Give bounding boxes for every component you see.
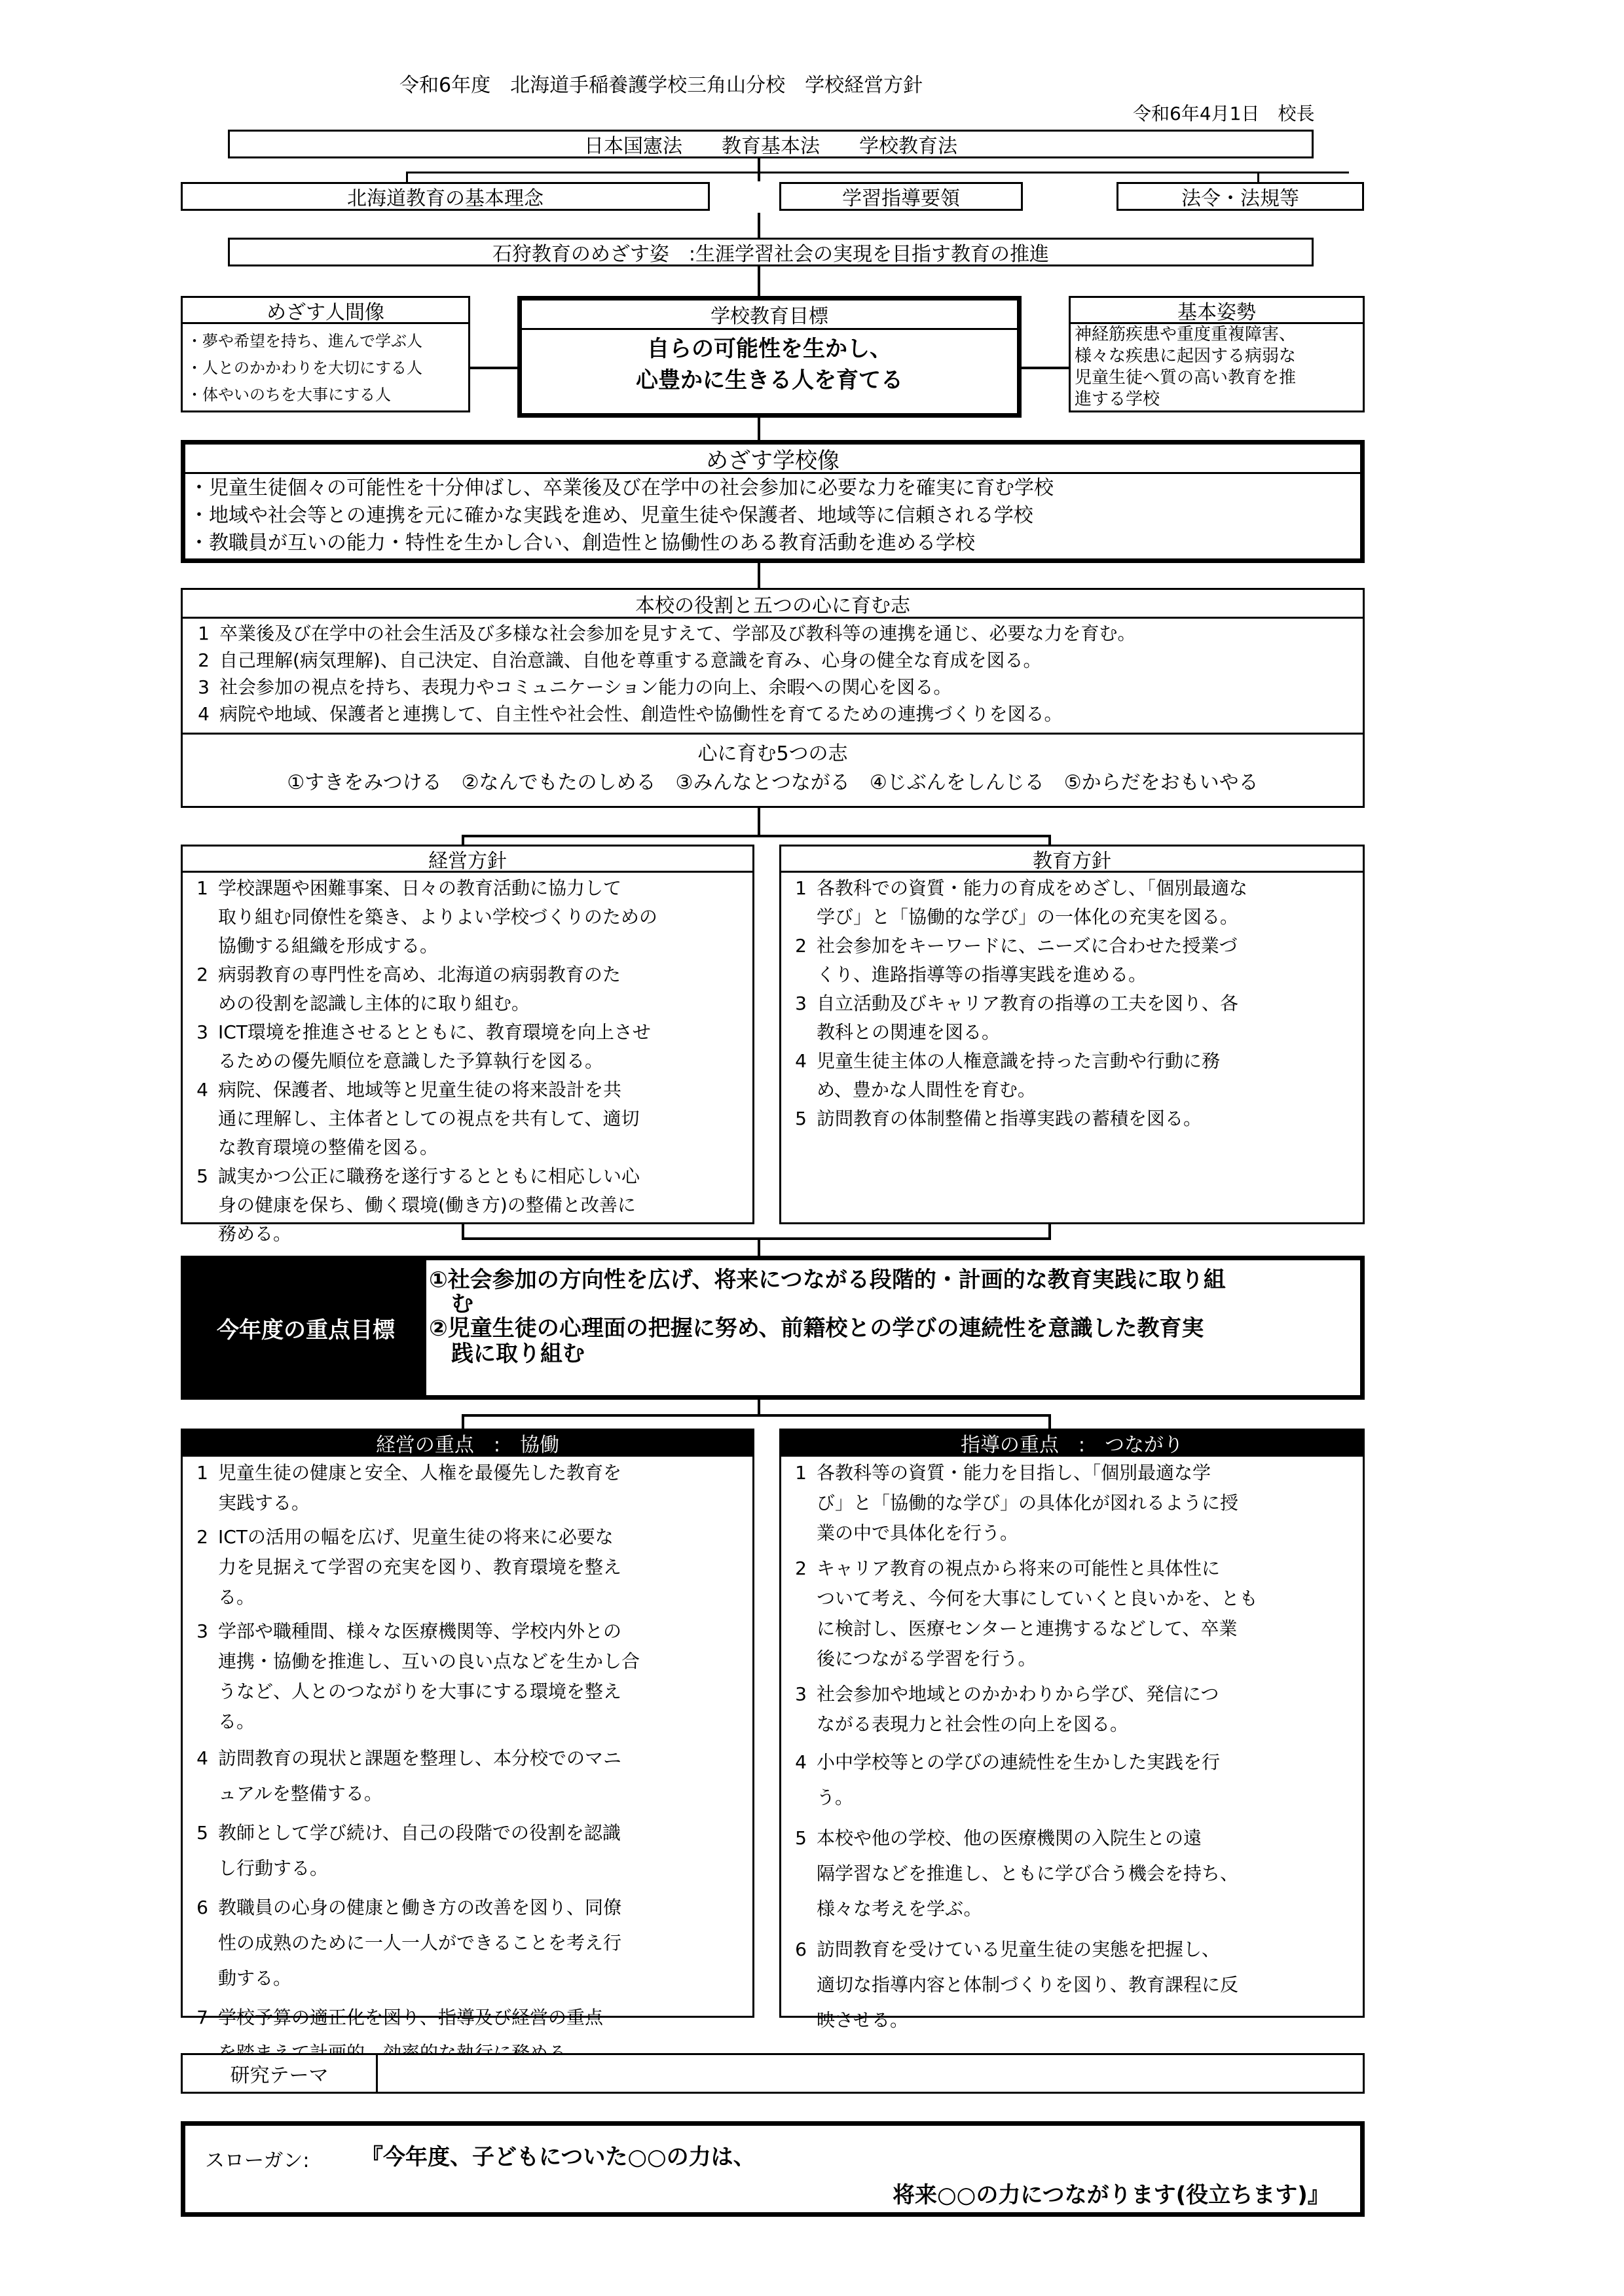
curriculum-guideline-box xyxy=(779,182,1023,211)
management-policy-item xyxy=(187,1162,748,1248)
education-policy-item xyxy=(785,1104,1359,1133)
hokkaido-principle-text: 北海道教育の基本理念 xyxy=(347,187,544,210)
ideal-person-list xyxy=(187,328,422,409)
item-line: 本校や他の学校、他の医療機関の入院生との遠 xyxy=(817,1827,1202,1849)
teaching-focus-item xyxy=(785,1554,1359,1674)
item-line: 教科との関連を図る。 xyxy=(817,1021,1001,1043)
slogan-box xyxy=(181,2121,1365,2217)
item-line: 訪問教育の現状と課題を整理し、本分校でのマニ xyxy=(218,1747,622,1769)
connector-line xyxy=(462,1414,1051,1417)
connector-line xyxy=(406,172,1349,173)
item-number: 1 xyxy=(196,877,208,899)
document-title: 令和6年度 北海道手稲養護学校三角山分校 学校経営方針 xyxy=(399,74,923,97)
research-theme-box xyxy=(181,2053,1365,2094)
item-line: ながる表現力と社会性の向上を図る。 xyxy=(817,1713,1129,1735)
item-line: 病弱教育の専門性を高め、北海道の病弱教育のた xyxy=(218,964,621,985)
item-line: 務める。 xyxy=(218,1223,292,1245)
item-line: キャリア教育の視点から将来の可能性と具体性に xyxy=(817,1558,1221,1579)
item-line: め、豊かな人間性を育む。 xyxy=(817,1079,1036,1101)
item-number: 5 xyxy=(795,1108,807,1129)
role-item xyxy=(188,674,1357,701)
curriculum-guideline-text: 学習指導要領 xyxy=(842,187,960,210)
item-number: 5 xyxy=(196,1165,208,1187)
role-title: 本校の役割と五つの心に育む志 xyxy=(183,590,1363,619)
school-goal-line: 自らの可能性を生かし、 xyxy=(647,336,892,362)
item-line: 協働する組織を形成する。 xyxy=(218,935,439,957)
school-goal-box xyxy=(517,296,1022,418)
item-line: 力を見据えて学習の充実を図り、教育環境を整え xyxy=(218,1556,622,1578)
connector-line xyxy=(758,266,760,296)
item-line: 身の健康を保ち、働く環境(働き方)の整備と改善に xyxy=(218,1194,636,1216)
school-goal-line: 心豊かに生きる人を育てる xyxy=(636,367,903,393)
ideal-person-title: めざす人間像 xyxy=(183,298,468,324)
item-line: くり、進路指導等の指導実践を進める。 xyxy=(817,964,1147,985)
ideal-person-box xyxy=(181,296,470,412)
item-number: 6 xyxy=(795,1939,807,1960)
item-line: 隔学習などを推進し、ともに学び合う機会を持ち、 xyxy=(817,1863,1239,1884)
teaching-focus-item xyxy=(785,1679,1359,1740)
management-policy-item xyxy=(187,960,748,1018)
item-line: 誠実かつ公正に職務を遂行するとともに相応しい心 xyxy=(218,1165,640,1187)
role-item-text: 卒業後及び在学中の社会生活及び多様な社会参加を見すえて、学部及び教科等の連携を通じ、必要な力を育む。 xyxy=(219,623,1136,644)
basic-stance-title: 基本姿勢 xyxy=(1071,298,1363,324)
basic-stance-text xyxy=(1075,324,1296,410)
item-line: 取り組む同僚性を築き、よりよい学校づくりのための xyxy=(218,906,657,928)
item-number: 7 xyxy=(196,2007,208,2028)
management-policy-item xyxy=(187,1076,748,1162)
education-policy-box xyxy=(779,845,1365,1224)
ishikari-education-text: 石狩教育のめざす姿 :生涯学習社会の実現を目指す教育の推進 xyxy=(492,243,1050,266)
connector-line xyxy=(462,835,1051,837)
connector-line xyxy=(758,807,760,837)
management-policy-title: 経営方針 xyxy=(183,847,752,873)
item-number: 4 xyxy=(196,1747,208,1769)
item-number: 3 xyxy=(196,1620,208,1642)
role-item-number: 1 xyxy=(198,623,210,644)
focus-goals-text xyxy=(429,1266,1226,1365)
item-line: 業の中で具体化を行う。 xyxy=(817,1522,1019,1544)
constitution-laws-box xyxy=(228,130,1314,158)
role-item xyxy=(188,701,1357,727)
school-image-box xyxy=(181,440,1365,563)
connector-line xyxy=(758,1399,760,1415)
item-line: 実践する。 xyxy=(218,1492,310,1514)
slogan-label: スローガン: xyxy=(205,2149,310,2172)
ishikari-education-box xyxy=(228,238,1314,266)
item-line: 後につながる学習を行う。 xyxy=(817,1648,1037,1669)
school-image-item: ・教職員が互いの能力・特性を生かし合い、創造性と協働性のある教育活動を進める学校 xyxy=(189,532,975,555)
item-number: 2 xyxy=(795,1558,807,1579)
item-line: 動する。 xyxy=(218,1967,292,1989)
item-line: 性の成熟のために一人一人ができることを考え行 xyxy=(218,1932,622,1954)
item-line: 教師として学び続け、自己の段階での役割を認識 xyxy=(218,1822,621,1844)
school-image-list xyxy=(189,475,1054,557)
basic-stance-box xyxy=(1069,296,1365,412)
management-focus-item xyxy=(187,1741,748,1812)
slogan-line: 将来○○の力につながります(役立ちます)』 xyxy=(893,2182,1330,2208)
item-line: し行動する。 xyxy=(218,1857,329,1879)
item-number: 3 xyxy=(795,993,807,1014)
laws-regulations-box xyxy=(1116,182,1364,211)
item-number: 5 xyxy=(795,1827,807,1849)
role-item-number: 4 xyxy=(198,703,210,725)
item-line: 連携・協働を推進し、互いの良い点などを生かし合 xyxy=(218,1650,640,1672)
item-line: び」と「協働的な学び」の具体化が図れるように授 xyxy=(817,1492,1239,1514)
item-line: ICTの活用の幅を広げ、児童生徒の将来に必要な xyxy=(218,1526,614,1548)
connector-line xyxy=(470,367,517,369)
item-line: う。 xyxy=(817,1787,854,1808)
school-goal-title: 学校教育目標 xyxy=(522,301,1017,330)
management-focus-item xyxy=(187,1522,748,1613)
item-number: 4 xyxy=(196,1079,208,1101)
item-line: に検討し、医療センターと連携するなどして、卒業 xyxy=(817,1618,1238,1639)
role-item-text: 病院や地域、保護者と連携して、自主性や社会性、創造性や協働性を育てるための連携づくりを図る。 xyxy=(219,703,1063,725)
education-policy-item xyxy=(785,932,1359,989)
school-image-item: ・児童生徒個々の可能性を十分伸ばし、卒業後及び在学中の社会参加に必要な力を確実に育む学校 xyxy=(189,477,1054,500)
role-item-text: 社会参加の視点を持ち、表現力やコミュニケーション能力の向上、余暇への関心を図る。 xyxy=(219,676,952,698)
focus-goal-line: 践に取り組む xyxy=(429,1341,585,1367)
item-number: 5 xyxy=(196,1822,208,1844)
item-line: 社会参加をキーワードに、ニーズに合わせた授業づ xyxy=(817,935,1238,957)
focus-goal-line: ②児童生徒の心理面の把握に努め、前籍校との学びの連続性を意識した教育実 xyxy=(429,1315,1204,1341)
item-line: 児童生徒主体の人権意識を持った言動や行動に務 xyxy=(817,1050,1221,1072)
item-line: 児童生徒の健康と安全、人権を最優先した教育を xyxy=(218,1462,622,1484)
kokoro-title: 心に育む5つの志 xyxy=(697,742,848,765)
item-line: 学び」と「協働的な学び」の一体化の充実を図る。 xyxy=(817,906,1239,928)
item-number: 2 xyxy=(196,1526,208,1548)
connector-line xyxy=(758,417,760,441)
teaching-focus-item xyxy=(785,1932,1359,2038)
teaching-focus-item xyxy=(785,1458,1359,1548)
item-line: な教育環境の整備を図る。 xyxy=(218,1137,439,1158)
management-focus-title: 経営の重点 : 協働 xyxy=(183,1430,752,1457)
kokoro-items: ①すきをみつける ②なんでもたのしめる ③みんなとつながる ④じぶんをしんじる ⑤からだをおもいやる xyxy=(287,771,1259,794)
research-theme-label: 研究テーマ xyxy=(183,2055,378,2092)
education-policy-title: 教育方針 xyxy=(781,847,1363,873)
item-line: 学校予算の適正化を図り、指導及び経営の重点 xyxy=(218,2007,604,2028)
item-line: 小中学校等との学びの連続性を生かした実践を行 xyxy=(817,1751,1221,1773)
education-policy-item xyxy=(785,874,1359,932)
school-image-title: めざす学校像 xyxy=(185,445,1360,474)
management-focus-item xyxy=(187,1815,748,1886)
constitution-laws-text: 日本国憲法 教育基本法 学校教育法 xyxy=(584,135,957,158)
kokoro-divider xyxy=(183,733,1363,735)
role-item-number: 2 xyxy=(198,649,210,671)
education-policy-list xyxy=(785,874,1359,1133)
item-number: 2 xyxy=(795,935,807,957)
connector-line xyxy=(758,157,760,181)
connector-line xyxy=(758,562,760,589)
focus-goals-box xyxy=(181,1256,1365,1400)
management-focus-item xyxy=(187,1616,748,1737)
education-policy-item xyxy=(785,989,1359,1047)
item-line: 映させる。 xyxy=(817,2009,909,2031)
management-focus-box xyxy=(181,1429,754,2028)
management-policy-item xyxy=(187,874,748,960)
teaching-focus-list xyxy=(785,1458,1359,2038)
document-date: 令和6年4月1日 校長 xyxy=(1133,103,1315,124)
focus-goal-line: む xyxy=(429,1291,473,1317)
laws-regulations-text: 法令・法規等 xyxy=(1181,187,1299,210)
item-line: るための優先順位を意識した予算執行を図る。 xyxy=(218,1050,604,1072)
teaching-focus-title: 指導の重点 : つながり xyxy=(781,1430,1363,1457)
teaching-focus-item xyxy=(785,1745,1359,1815)
ideal-person-item: ・人とのかかわりを大切にする人 xyxy=(187,359,422,377)
item-number: 1 xyxy=(795,877,807,899)
teaching-focus-item xyxy=(785,1821,1359,1927)
item-line: ICT環境を推進させるとともに、教育環境を向上させ xyxy=(218,1021,651,1043)
ideal-person-item: ・夢や希望を持ち、進んで学ぶ人 xyxy=(187,332,422,350)
management-policy-box xyxy=(181,845,754,1245)
focus-goals-label: 今年度の重点目標 xyxy=(185,1260,426,1395)
role-item-number: 3 xyxy=(198,676,210,698)
item-line: うなど、人とのつながりを大事にする環境を整え xyxy=(218,1681,622,1702)
item-line: ュアルを整備する。 xyxy=(218,1783,382,1804)
item-line: ついて考え、今何を大事にしていくと良いかを、とも xyxy=(817,1588,1258,1609)
item-number: 6 xyxy=(196,1897,208,1918)
item-line: 訪問教育を受けている児童生徒の実態を把握し、 xyxy=(817,1939,1221,1960)
basic-stance-line: 様々な疾患に起因する病弱な xyxy=(1075,346,1297,366)
ideal-person-item: ・体やいのちを大事にする人 xyxy=(187,386,391,404)
role-box xyxy=(181,588,1365,808)
item-line: 各教科等の資質・能力を目指し、「個別最適な学 xyxy=(817,1462,1211,1484)
item-number: 2 xyxy=(196,964,208,985)
item-number: 1 xyxy=(196,1462,208,1484)
item-line: 各教科での資質・能力の育成をめざし、「個別最適な xyxy=(817,877,1248,899)
education-policy-item xyxy=(785,1047,1359,1104)
connector-line xyxy=(758,1237,760,1257)
item-line: 通に理解し、主体者としての視点を共有して、適切 xyxy=(218,1108,640,1129)
item-line: る。 xyxy=(218,1711,255,1732)
basic-stance-line: 児童生徒へ質の高い教育を推 xyxy=(1075,368,1297,388)
connector-line xyxy=(1022,367,1069,369)
item-number: 4 xyxy=(795,1050,807,1072)
school-goal-text xyxy=(522,333,1017,396)
management-focus-item xyxy=(187,1890,748,1996)
teaching-focus-box xyxy=(779,1429,1365,2031)
school-image-item: ・地域や社会等との連携を元に確かな実践を進め、児童生徒や保護者、地域等に信頼される学校 xyxy=(189,504,1033,527)
basic-stance-line: 進する学校 xyxy=(1075,390,1160,409)
item-line: 自立活動及びキャリア教育の指導の工夫を図り、各 xyxy=(817,993,1239,1014)
role-list xyxy=(188,620,1357,727)
role-item-text: 自己理解(病気理解)、自己決定、自治意識、自他を尊重する意識を育み、心身の健全な育成を図る。 xyxy=(219,649,1042,671)
management-policy-item xyxy=(187,1018,748,1076)
item-line: 病院、保護者、地域等と児童生徒の将来設計を共 xyxy=(218,1079,622,1101)
role-item xyxy=(188,620,1357,647)
role-item xyxy=(188,647,1357,674)
item-line: 学部や職種間、様々な医療機関等、学校内外との xyxy=(218,1620,622,1642)
item-number: 3 xyxy=(795,1683,807,1705)
item-line: 社会参加や地域とのかかわりから学び、発信につ xyxy=(817,1683,1219,1705)
item-number: 3 xyxy=(196,1021,208,1043)
item-line: 学校課題や困難事案、日々の教育活動に協力して xyxy=(218,877,622,899)
management-policy-list xyxy=(187,874,748,1248)
item-number: 4 xyxy=(795,1751,807,1773)
connector-line xyxy=(758,213,760,240)
hokkaido-principle-box xyxy=(181,182,710,211)
item-line: 適切な指導内容と体制づくりを図り、教育課程に反 xyxy=(817,1974,1239,1995)
management-focus-list xyxy=(187,1458,748,2071)
management-focus-item xyxy=(187,1458,748,1518)
item-number: 1 xyxy=(795,1462,807,1484)
item-line: 様々な考えを学ぶ。 xyxy=(817,1898,982,1920)
item-line: 教職員の心身の健康と働き方の改善を図り、同僚 xyxy=(218,1897,622,1918)
item-line: めの役割を認識し主体的に取り組む。 xyxy=(218,993,530,1014)
slogan-line: 『今年度、子どもについた○○の力は、 xyxy=(361,2144,756,2170)
basic-stance-line: 神経筋疾患や重度重複障害、 xyxy=(1075,325,1297,344)
focus-goal-line: ①社会参加の方向性を広げ、将来につながる段階的・計画的な教育実践に取り組 xyxy=(429,1267,1226,1293)
item-line: 訪問教育の体制整備と指導実践の蓄積を図る。 xyxy=(817,1108,1202,1129)
item-line: る。 xyxy=(218,1586,255,1608)
